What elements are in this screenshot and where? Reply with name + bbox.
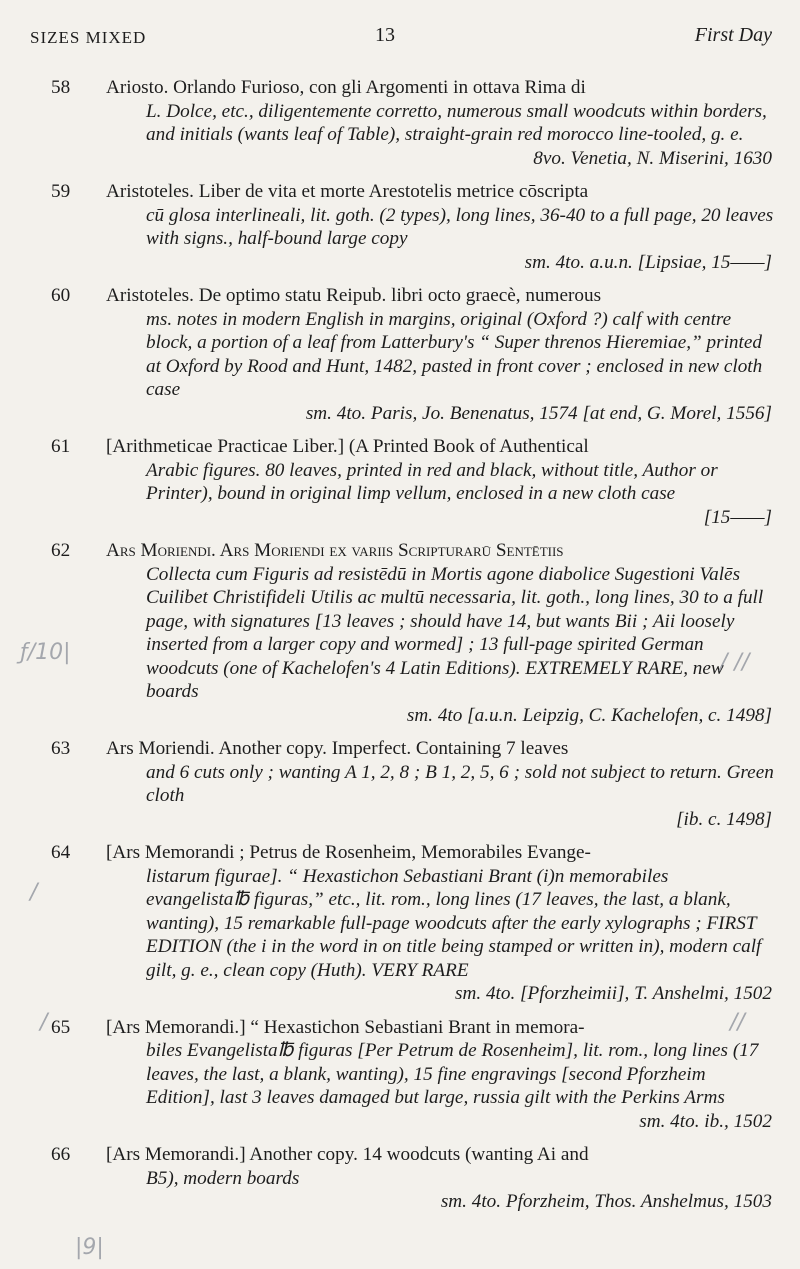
pencil-mark: |9| (75, 1235, 104, 1260)
pencil-mark: // (730, 1010, 745, 1035)
lot-number: 58 (51, 77, 71, 98)
lot-heading: [Arithmeticae Practicae Liber.] (A Printed Book of Authentical (106, 436, 589, 457)
lot-number: 66 (51, 1144, 71, 1165)
lot-imprint: [15——] (703, 506, 772, 528)
lot-number: 63 (51, 738, 71, 759)
lot-imprint: sm. 4to [a.u.n. Leipzig, C. Kachelofen, c. 1498] (406, 704, 772, 726)
lot-heading: Ariosto. Orlando Furioso, con gli Argomenti in ottava Rima di (106, 77, 586, 98)
lot-imprint: 8vo. Venetia, N. Miserini, 1630 (533, 147, 772, 169)
lot-heading: Ars Moriendi. Ars Moriendi ex variis Scripturarū Sentētiis (106, 540, 564, 561)
lot-imprint: sm. 4to. Pforzheim, Thos. Anshelmus, 1503 (440, 1191, 772, 1212)
lot-description: L. Dolce, etc., diligentemente corretto, numerous small woodcuts within borders, and initials (wants leaf of Table), straight-grain red morocco line-tooled, g. e. (146, 100, 767, 145)
lot-description: cū glosa interlineali, lit. goth. (2 types), long lines, 36-40 to a full page, 20 leaves with signs., half-bound large copy (146, 204, 774, 249)
lot-description: Collecta cum Figuris ad resistēdū in Mortis agone diabolice Sugestioni Valēs Cuilibet Christifideli Utilis ac multū necessaria, lit. goth., long lines, 30 to a full page, with signatures [13 leaves ; should have 14, but wants Bii ; Aii loosely inserted from a larger copy and wormed] ; 13 full-page spirited German woodcuts (one of Kachelofen's 4 Latin Editions). EXTREMELY RARE, new boards (146, 563, 764, 702)
lot-entry (51, 284, 774, 425)
lot-description: and 6 cuts only ; wanting A 1, 2, 8 ; B 1, 2, 5, 6 ; sold not subject to return. Green cloth (146, 761, 774, 806)
lot-entry (51, 737, 774, 831)
lot-imprint: sm. 4to. ib., 1502 (639, 1110, 772, 1132)
lot-number: 60 (51, 285, 71, 306)
lot-entry (51, 1016, 774, 1134)
lot-entry (51, 1143, 774, 1214)
lot-description: ms. notes in modern English in margins, original (Oxford ?) calf with centre block, a portion of a leaf from Latterbury's “ Super threnos Hieremiae,” printed at Oxford by Rood and Hunt, 1482, pasted in front cover ; enclosed in new cloth case (146, 308, 763, 400)
lot-heading: Aristoteles. De optimo statu Reipub. libri octo graecè, numerous (106, 285, 602, 306)
lot-description: Arabic figures. 80 leaves, printed in red and black, without title, Author or Printer), bound in original limp vellum, enclosed in a new cloth case (146, 459, 718, 504)
header-right: First Day (694, 24, 772, 46)
lot-heading: Ars Moriendi. Another copy. Imperfect. Containing 7 leaves (106, 738, 569, 759)
lot-number: 59 (51, 181, 71, 202)
lot-imprint: sm. 4to. Paris, Jo. Benenatus, 1574 [at end, G. Morel, 1556] (305, 402, 772, 424)
page-number: 13 (375, 24, 395, 46)
lot-heading: [Ars Memorandi ; Petrus de Rosenheim, Memorabiles Evange- (106, 842, 591, 863)
lot-entry (51, 180, 774, 274)
pencil-mark: / (40, 1010, 48, 1035)
lot-description: biles Evangelista℔ figuras [Per Petrum de Rosenheim], lit. rom., long lines (17 leaves, the last, a blank, wanting), 15 fine engravings [second Pforzheim Edition], last 3 leaves damaged but large, russia gilt with the Perkins Arms (146, 1040, 759, 1108)
header-left: SIZES MIXED (30, 28, 147, 47)
lot-description: listarum figurae]. “ Hexastichon Sebastiani Brant (i)n memorabiles evangelista℔ figuras,” etc., lit. rom., long lines (17 leaves, the last, a blank, wanting), 15 remarkable full-page woodcuts after the early xylographs ; FIRST EDITION (the i in the word in on title being stamped or written in), modern calf gilt, g. e., clean copy (Huth). VERY RARE (146, 865, 762, 981)
lot-entry (51, 435, 774, 529)
lot-imprint: sm. 4to. a.u.n. [Lipsiae, 15——] (524, 251, 772, 273)
lot-imprint: sm. 4to. [Pforzheimii], T. Anshelmi, 1502 (455, 983, 772, 1004)
pencil-mark: / (30, 880, 38, 905)
lot-number: 61 (51, 436, 71, 457)
lot-heading: Aristoteles. Liber de vita et morte Arestotelis metrice cōscripta (106, 181, 589, 202)
lot-number: 65 (51, 1016, 71, 1038)
page-header (30, 24, 772, 54)
lot-number: 64 (51, 842, 71, 863)
lot-description: B5), modern boards (146, 1167, 300, 1189)
lot-list (51, 76, 774, 1224)
lot-entry (51, 76, 774, 170)
lot-entry (51, 539, 774, 727)
lot-heading: [Ars Memorandi.] “ Hexastichon Sebastiani Brant in memora- (106, 1016, 585, 1038)
lot-entry (51, 841, 774, 1006)
lot-heading: [Ars Memorandi.] Another copy. 14 woodcuts (wanting Ai and (106, 1144, 589, 1165)
lot-imprint: [ib. c. 1498] (676, 808, 772, 830)
pencil-mark: / // (720, 650, 750, 675)
pencil-mark: ƒ/10| (20, 640, 71, 665)
lot-number: 62 (51, 540, 71, 561)
